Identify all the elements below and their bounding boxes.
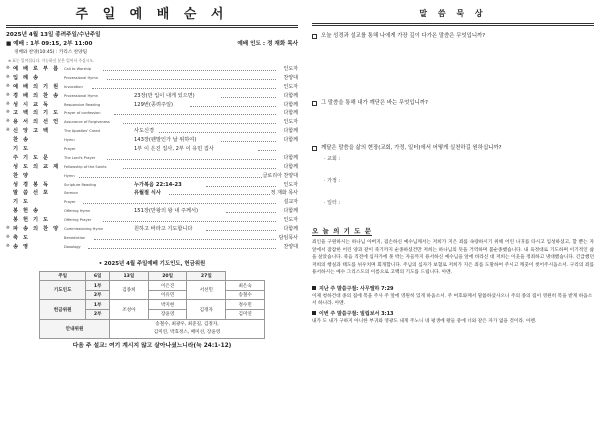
dotted-leader [79, 177, 276, 178]
order-item-detail: 143장(웬말인가 날 위하여) [134, 137, 197, 144]
standing-note: ※ 표는 일어섭니다. 가능하신 분은 일어서 주십시오. [8, 58, 95, 63]
order-of-service [6, 65, 298, 252]
table-cell: 김종희 [110, 281, 149, 300]
order-item-leader: 찬양대 [283, 74, 298, 81]
order-item-detail: 151장(만왕의 왕 내 주께서) [134, 208, 198, 215]
checkbox-icon [312, 34, 317, 39]
order-item-name: 예 배 의 기 원 [13, 83, 60, 90]
order-item-english: Assurance of Forgiveness [64, 120, 110, 125]
order-item-name: 고 백 의 기 도 [13, 110, 60, 117]
order-item-english: Offering Hymn [64, 209, 91, 214]
answer-line-work: · 일터 : [324, 200, 341, 206]
dotted-leader [169, 194, 276, 195]
order-item-english: Benediction [64, 235, 86, 240]
order-item-name: 봉 헌 송 [13, 208, 40, 215]
question-text: 깨달은 말씀을 삶의 현장(교회, 가정, 일터)에서 어떻게 실천하길 원하십니까? [321, 145, 502, 151]
order-item-english: Processional Hymn [64, 93, 99, 98]
order-item [6, 118, 298, 127]
table-cell: 최은숙 [226, 281, 265, 291]
table-row [40, 300, 265, 310]
next-sermon: 다음 주 설교: 여기 계시지 않고 살아나셨느니라(눅 24:1-12) [72, 342, 232, 349]
dotted-leader [123, 168, 276, 169]
order-item-leader: 정 재화 목사 [270, 190, 298, 197]
checkbox-icon [312, 101, 317, 106]
date-line: 2025년 4월 13일 종려주일/수난주일 [6, 32, 101, 38]
title-divider [312, 23, 594, 26]
order-item-english: Sermon [64, 191, 78, 196]
table-header: 13일 [110, 271, 149, 281]
order-item [6, 83, 298, 92]
order-item-leader: 다함께 [283, 110, 298, 117]
order-item-name: 경 배 의 찬 송 [13, 92, 60, 99]
order-item-leader: 다함께 [283, 101, 298, 108]
order-item-english: Commissioning Hymn [64, 227, 104, 232]
order-item [6, 172, 298, 181]
order-item-english: Fellowship of the Saints [64, 164, 107, 169]
order-item [6, 92, 298, 101]
order-item-english: The Apostles' Creed [64, 129, 100, 134]
prayer-table-title: • 2025년 4월 주일예배 기도인도, 헌금위원 [98, 260, 206, 267]
order-item-detail: 원하고 바라고 기도합니다 [134, 226, 193, 233]
order-item-leader: 담임목사 [278, 234, 298, 241]
order-item-english: Invocation [64, 84, 83, 89]
order-item-name: 주 기 도 문 [13, 154, 50, 161]
order-item-english: Hymn [64, 138, 75, 143]
order-item-english: Processional Hymn [64, 75, 99, 80]
standing-mark: ※ [6, 92, 10, 98]
table-cell: 이유민 [148, 290, 187, 300]
order-item-leader: 다함께 [283, 163, 298, 170]
question-text: 그 말씀을 통해 내가 깨닫은 바는 무엇입니까? [321, 100, 428, 106]
order-item-name: 말 씀 선 포 [13, 190, 50, 197]
row-label: 기도인도 [40, 281, 86, 300]
question-text: 오늘 성경과 설교를 통해 나에게 가장 깊이 다가온 말씀은 무엇입니까? [321, 33, 486, 39]
order-item-english: Prayer [64, 147, 76, 152]
order-item [6, 101, 298, 110]
table-cell: 박지현 [148, 300, 187, 310]
standing-mark: ※ [6, 66, 10, 71]
order-item [6, 127, 298, 136]
order-item-name: 송 영 [13, 243, 30, 250]
square-bullet-icon [312, 286, 316, 290]
order-item-english: Hymn [64, 173, 75, 178]
order-item-leader: 인도자 [283, 217, 298, 224]
order-item-name: 신 앙 고 백 [13, 128, 50, 135]
order-item-name: 기 도 [13, 146, 30, 153]
order-item [6, 65, 298, 74]
worship-leader: 예배 인도 : 정 재화 목사 [237, 41, 298, 47]
order-item-english: The Lord's Prayer [64, 155, 96, 160]
dotted-leader [83, 203, 276, 204]
order-item-leader: 다함께 [283, 137, 298, 144]
order-item-leader: 인도자 [283, 181, 298, 188]
order-item-english: Responsive Reading [64, 102, 101, 107]
dotted-leader [123, 123, 276, 124]
answer-space [312, 108, 594, 138]
question-1 [312, 32, 594, 41]
dotted-leader [92, 88, 276, 89]
dotted-leader [103, 221, 276, 222]
prayer-offering-table [39, 271, 265, 339]
order-item-leader: 찬양대 [283, 243, 298, 250]
table-header: 주일 [40, 271, 86, 281]
row-label: 안내위원 [40, 319, 110, 338]
order-item-name: 파 송 의 찬 양 [13, 226, 60, 233]
table-cell: 서선민 [187, 281, 226, 300]
order-item-english: Doxology [64, 244, 81, 249]
order-item [6, 216, 298, 225]
order-item-leader: 글로리아 찬양대 [262, 172, 298, 179]
order-item-name: 찬 양 [13, 172, 30, 179]
order-item-name: 성 시 교 독 [13, 101, 50, 108]
table-row [40, 319, 265, 338]
order-item-detail: 누가복음 22:14-23 [134, 181, 182, 188]
order-item-name: 입 례 송 [13, 74, 40, 81]
order-item [6, 74, 298, 83]
part-cell: 2부 [86, 290, 110, 300]
order-item-english: Prayer of confession [64, 111, 101, 116]
standing-mark: ※ [6, 83, 10, 89]
standing-mark: ※ [6, 119, 10, 125]
dotted-leader [206, 186, 276, 187]
question-2 [312, 99, 594, 108]
order-item-name: 성 경 봉 독 [13, 181, 50, 188]
last-week-verse-heading: 지난 주 말씀구절: 사무엘하 7:29 [312, 285, 594, 293]
dotted-leader [103, 70, 276, 71]
order-item-name: 용 서 의 선 언 [13, 119, 60, 126]
order-item-english: Scripture Reading [64, 182, 97, 187]
dotted-leader [114, 114, 276, 115]
order-item-name: 기 도 [13, 199, 30, 206]
table-cell: 이은진 [148, 281, 187, 291]
meditation-title: 말 씀 묵 상 [419, 9, 487, 18]
order-item [6, 189, 298, 198]
question-3 [312, 144, 594, 153]
order-item-leader: 다함께 [283, 208, 298, 215]
order-item-leader: 다함께 [283, 128, 298, 135]
standing-mark: ※ [6, 234, 10, 240]
order-item-english: Offering Prayer [64, 218, 92, 223]
table-cell: 장윤영 [148, 310, 187, 320]
checkbox-icon [312, 146, 317, 151]
dotted-leader [190, 106, 276, 107]
order-item-name: 예 배 로 부 름 [13, 66, 60, 72]
standing-mark: ※ [6, 74, 10, 80]
part-cell: 2부 [86, 310, 110, 320]
order-item-leader: 인도자 [283, 66, 298, 72]
order-item [6, 234, 298, 243]
row-label: 헌금위원 [40, 300, 86, 319]
meditation-column [312, 6, 594, 325]
last-week-verse: 이제 청하건대 종의 집에 복을 주사 주 앞에 영원히 있게 하옵소서. 주 여호와께서 말씀하셨사오니 주의 종의 집이 영원히 복을 받게 하옵소서 하니라. 아멘. [312, 293, 593, 307]
order-item [6, 225, 298, 234]
order-item-name: 성 도 의 교 제 [13, 163, 60, 170]
order-item-leader: 다함께 [283, 154, 298, 161]
order-item-detail: 129번(종려주일) [134, 101, 174, 108]
title-divider [6, 25, 298, 28]
order-item [6, 198, 298, 207]
answer-space [312, 41, 594, 93]
order-item [6, 145, 298, 154]
order-item-english: Call to Worship [64, 67, 92, 71]
order-item-detail: 사도신경 [134, 128, 155, 135]
dotted-leader [88, 248, 276, 249]
table-cell: 김미연 [226, 310, 265, 320]
standing-mark: ※ [6, 110, 10, 116]
dotted-leader [159, 132, 276, 133]
table-cell: 송철수 [226, 290, 265, 300]
table-cell: 정수민 [226, 300, 265, 310]
this-week-verse: 내가 도 내가 구하지 아니한 부귀와 영광도 내게 주노니 네 평생에 왕들 중에 너와 같은 자가 없을 것이라. 아멘. [312, 318, 537, 324]
order-item-detail: 1부 이 은진 집사, 2부 이 유민 집사 [134, 146, 214, 153]
dotted-leader [107, 159, 276, 160]
order-item-detail: 23장(만 입이 내게 있으면) [134, 92, 195, 99]
order-item [6, 243, 298, 252]
standing-mark: ※ [6, 101, 10, 107]
table-header: 6일 [86, 271, 110, 281]
prayer-section-title: 오 늘 의 기 도 문 [312, 227, 372, 235]
worship-time-line [6, 40, 298, 49]
praise-line: 경배와 찬양(10:45) : 카리스 찬양팀 [14, 50, 88, 55]
dotted-leader [221, 97, 276, 98]
dotted-leader [206, 230, 276, 231]
dotted-leader [258, 150, 276, 151]
worship-times: ■ 예배 : 1부 09:15, 2부 11:00 [6, 41, 93, 47]
answer-line-home: · 가정 : [324, 178, 341, 184]
table-cell: 김정자 [187, 300, 226, 319]
order-item-leader: 다함께 [283, 226, 298, 233]
order-item [6, 163, 298, 172]
part-cell: 1부 [86, 300, 110, 310]
order-item-english: Prayer [64, 200, 76, 205]
prayer-text: 죄인을 구원하시는 하나님 아버지, 겸손하신 예수님께서는 저희가 지은 죄를 속량하시기 위해 어린 나귀를 타시고 입성하셨고, 할 뿐는 자 앞에서 잠잠한 어린 양과 같이 죽기까지 순종하셨건만 저희는 하나님의 뜻을 거역하며 불순종했습니다. 내 육정대로 기도하며 이기적인 삶을 살았습니다. 죽음 직전에 십자가에 못 박는 자들까지 용서하신 예수님을 앞에 바라신 대 저희는 이웃을 정죄하고 냉대했습니다. 긴급했던 저희의 행실과 태도를 뉘우치며 회개합니다. 주님의 십자가 보혈로 저희가 지은 죄를 도말하여 주시고 깨끗이 씻어주시옵소서. 구리의 죄를 용서하시는 예수 그리스도의 이름으로 고백의 기도를 드립니다. 아멘. [312, 240, 594, 276]
table-header: 27일 [187, 271, 226, 281]
part-cell: 1부 [86, 281, 110, 291]
guide-cell: 송철수, 최광우, 최준길, 김정자, 김미연, 박효정스, 배미선, 장윤영 [110, 319, 265, 338]
order-item [6, 109, 298, 118]
order-item-leader: 인도자 [283, 83, 298, 90]
order-item-name: 찬 송 [13, 137, 30, 144]
order-item-leader: 인도자 [283, 119, 298, 126]
square-bullet-icon [312, 311, 316, 315]
table-header: 20일 [148, 271, 187, 281]
order-item [6, 136, 298, 145]
dotted-leader [107, 79, 276, 80]
standing-mark: ※ [6, 226, 10, 232]
order-item-name: 봉 헌 기 도 [13, 217, 50, 224]
order-item [6, 181, 298, 190]
order-item-leader: 다함께 [283, 92, 298, 99]
table-cell: 조성아 [110, 300, 149, 319]
dotted-leader [94, 239, 276, 240]
standing-mark: ※ [6, 128, 10, 134]
answer-line-church: · 교회 : [324, 156, 341, 162]
order-item-leader: 설교자 [283, 199, 298, 206]
dotted-leader [226, 212, 276, 213]
order-item-name: 축 도 [13, 234, 30, 241]
order-item [6, 154, 298, 163]
worship-order-column [6, 6, 298, 351]
dotted-leader [221, 141, 276, 142]
page-title: 주 일 예 배 순 서 [75, 7, 229, 22]
standing-mark: ※ [6, 243, 10, 249]
order-item-detail: 유월절 식사 [134, 190, 161, 197]
this-week-verse-heading: 이번 주 말씀구절: 빌립보서 3:13 [312, 310, 594, 318]
order-item [6, 207, 298, 216]
table-row [40, 281, 265, 291]
table-header-row [40, 271, 265, 281]
